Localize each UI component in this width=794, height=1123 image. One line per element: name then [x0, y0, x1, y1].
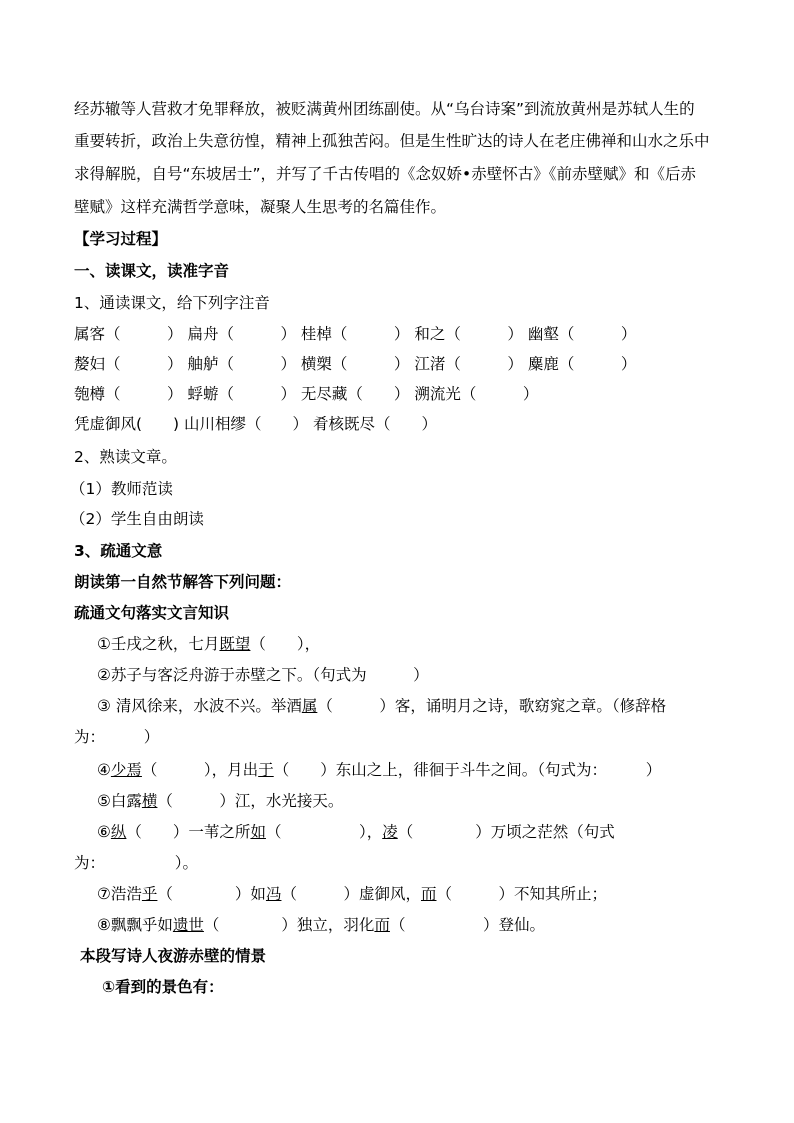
intro-line-1: 经苏辙等人营救才免罪释放，被贬满黄州团练副使。从“乌台诗案”到流放黄州是苏轼人生的 — [74, 100, 695, 118]
question-8: ⑧飘飘乎如遗世（ ）独立，羽化而（ ）登仙。 — [97, 916, 545, 934]
knowledge-title: 疏通文句落实文言知识 — [74, 604, 230, 622]
question-3-cont: 为： ） — [74, 728, 160, 746]
pinyin-item: 属客（ ） — [74, 325, 183, 343]
pinyin-item: 横槊（ ） — [300, 355, 410, 373]
item1-title: 1、通读课文，给下列字注音 — [74, 294, 270, 312]
item2-sub-1: （1）教师范读 — [70, 480, 173, 498]
pinyin-item: 桂棹（ ） — [300, 325, 410, 343]
pinyin-row-3 — [74, 383, 538, 405]
item3-title: 3、疏通文意 — [74, 542, 163, 560]
pinyin-item: 匏樽（ ） — [74, 385, 183, 403]
question-5: ⑤白露横（ ）江，水光接天。 — [97, 792, 344, 810]
pinyin-item: 溯流光（ ） — [414, 385, 539, 403]
part1-title: 一、读课文，读准字音 — [74, 262, 230, 280]
scenery-title: ①看到的景色有： — [102, 978, 224, 996]
pinyin-item: 凭虚御风( ) — [74, 415, 180, 433]
pinyin-row-2 — [74, 353, 636, 375]
pinyin-item: 嫠妇（ ） — [74, 355, 183, 373]
pinyin-item: 麋鹿（ ） — [527, 355, 637, 373]
question-6-cont: 为： ）。 — [74, 854, 199, 872]
intro-line-3: 求得解脱，自号“东坡居士”，并写了千古传唱的《念奴娇•赤壁怀古》《前赤壁赋》和《后赤 — [74, 165, 696, 183]
read-question: 朗读第一自然节解答下列问题： — [74, 573, 292, 591]
pinyin-row-1 — [74, 323, 636, 345]
question-4: ④少焉（ ），月出于（ ）东山之上，徘徊于斗牛之间。（句式为： ） — [97, 761, 662, 779]
intro-line-2: 重要转折，政治上失意彷惶，精神上孤独苦闷。但是生性旷达的诗人在老庄佛禅和山水之乐中 — [74, 132, 710, 150]
pinyin-item: 幽壑（ ） — [527, 325, 637, 343]
pinyin-item: 舳舻（ ） — [187, 355, 296, 373]
pinyin-item: 肴核既尽（ ） — [313, 415, 438, 433]
intro-line-4: 壁赋》这样充满哲学意味，凝聚人生思考的名篇佳作。 — [74, 198, 447, 216]
pinyin-item: 扁舟（ ） — [187, 325, 296, 343]
pinyin-item: 江渚（ ） — [414, 355, 523, 373]
item2-sub-2: （2）学生自由朗读 — [70, 510, 204, 528]
item2-title: 2、熟读文章。 — [74, 448, 177, 466]
pinyin-item: 蜉蝣（ ） — [187, 385, 296, 403]
pinyin-item: 山川相缪（ ） — [184, 415, 309, 433]
question-7: ⑦浩浩乎（ ）如冯（ ）虚御风，而（ ）不知其所止； — [97, 885, 607, 903]
pinyin-item: 和之（ ） — [414, 325, 523, 343]
summary-title: 本段写诗人夜游赤壁的情景 — [80, 947, 267, 965]
question-3: ③ 清风徐来，水波不兴。举酒属（ ）客，诵明月之诗，歌窈窕之章。（修辞格 — [97, 697, 667, 715]
pinyin-item: 无尽藏（ ） — [300, 385, 410, 403]
question-1: ①壬戌之秋，七月既望（ ）， — [97, 635, 321, 653]
pinyin-row-4 — [74, 413, 437, 435]
question-2: ②苏子与客泛舟游于赤壁之下。（句式为 ） — [97, 666, 429, 684]
section-title: 【学习过程】 — [74, 230, 168, 248]
question-6: ⑥纵（ ）一苇之所如（ ），凌（ ）万顷之茫然（句式 — [97, 823, 615, 841]
